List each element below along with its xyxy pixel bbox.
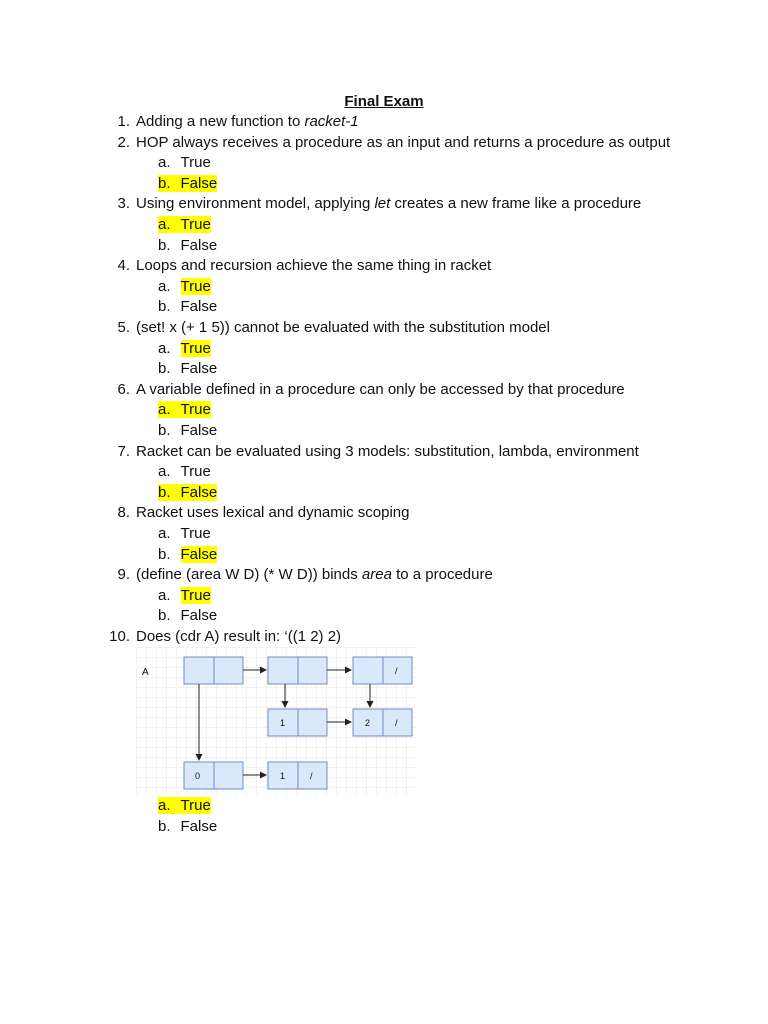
question-text [136,504,409,522]
question-text [136,195,641,213]
option-10-a [158,797,211,815]
option-5-a [158,340,211,358]
pair-top3-car [353,657,383,684]
option-text: True [180,525,211,542]
question-text-part: HOP always receives a procedure as an input and returns a procedure as output [136,133,671,151]
option-9-b [158,607,217,625]
question-number: 6. [117,380,130,398]
pair-n1-cdr [298,709,327,736]
b2-value: 1 [280,771,286,781]
question-text-italic: racket-1 [304,113,359,130]
option-label: b. [158,545,171,563]
question-number: 9. [117,566,130,584]
option-6-b [158,422,217,440]
option-text: True [180,797,211,814]
option-label: b. [158,607,171,625]
option-text: True [180,339,211,357]
option-3-a [158,216,211,234]
question-number: 8. [117,504,130,522]
question-text-italic: area [361,566,392,584]
option-8-a [158,525,211,543]
option-label: a. [158,277,171,295]
option-5-b [158,360,217,378]
option-label: a. [158,401,171,419]
question-text [136,319,550,337]
option-4-a [158,278,211,296]
question-text [136,257,491,275]
question-number: 4. [117,257,130,275]
option-text: True [180,277,211,295]
option-label: b. [158,174,171,192]
option-label: b. [158,817,171,835]
question-text-part: creates a new frame like a procedure [390,195,642,213]
question-text-italic: let [374,195,391,213]
top3-nil: / [395,666,398,676]
option-label: a. [158,525,171,542]
question-text-part: Adding a new function to [136,113,305,130]
option-label: a. [158,339,171,357]
option-label: a. [158,216,171,233]
question-text-part: A variable defined in a procedure can only be accessed by that procedure [136,380,625,398]
question-number: 5. [117,319,130,336]
question-text-part: Racket uses lexical and dynamic scoping [136,504,410,522]
option-3-b [158,237,217,255]
question-text-part: (set! x (+ 1 5)) cannot be evaluated with the substitution model [136,319,550,336]
option-label: a. [158,797,171,814]
option-4-b [158,298,217,316]
option-text: True [180,401,211,419]
option-text: False [180,360,218,378]
question-text-part: to a procedure [391,566,493,584]
option-text: False [180,545,218,563]
option-7-b [158,484,217,502]
question-text [136,381,625,399]
pair-top1-cdr [214,657,243,684]
option-label: b. [158,483,171,501]
question-text [136,134,670,152]
option-text: False [180,817,218,835]
question-text [136,443,639,461]
option-2-b [158,175,217,193]
option-label: a. [158,586,171,604]
pair-top1-car [184,657,214,684]
option-label: a. [158,463,171,481]
option-6-a [158,401,211,419]
pair-top2-car [268,657,298,684]
option-text: True [180,154,211,172]
question-number: 2. [117,133,130,151]
option-2-a [158,154,211,172]
var-label: A [142,667,149,678]
pair-top2-cdr [298,657,327,684]
option-10-b [158,818,217,836]
question-text [136,113,359,131]
question-text-part: Loops and recursion achieve the same thing in racket [136,257,492,275]
n2-nil: / [395,718,398,728]
question-text-part: Racket can be evaluated using 3 models: substitution, lambda, environment [136,442,639,460]
option-text: True [180,216,211,233]
n1-value: 1 [280,718,286,728]
diagram-svg [136,647,416,795]
option-text: True [180,586,211,604]
question-text-part: (define (area W D) (* W D)) binds [136,566,362,584]
option-text: False [180,422,218,439]
option-7-a [158,463,211,481]
question-text-part: Does (cdr A) result in: ‘((1 2) 2) [136,628,342,645]
question-text [136,628,341,646]
question-text [136,566,493,584]
question-number: 1. [117,113,130,130]
b1-value: 0 [195,771,201,781]
box-pointer-diagram [136,647,416,795]
option-text: True [180,463,211,481]
option-text: False [180,483,218,501]
option-text: False [180,607,218,625]
b2-nil: / [310,771,313,781]
option-8-b [158,546,217,564]
option-label: b. [158,360,171,378]
option-label: b. [158,236,171,254]
question-number: 7. [117,442,130,460]
pair-b1-cdr [214,762,243,789]
question-number: 3. [117,195,130,213]
n2-value: 2 [365,718,371,728]
option-text: False [180,236,218,254]
option-label: b. [158,298,171,316]
question-number: 10. [109,628,130,645]
question-text-part: Using environment model, applying [136,195,375,213]
option-label: b. [158,422,171,439]
option-9-a [158,587,211,605]
page-title: Final Exam [344,93,424,110]
option-text: False [180,298,218,316]
option-text: False [180,174,218,192]
option-label: a. [158,154,171,172]
